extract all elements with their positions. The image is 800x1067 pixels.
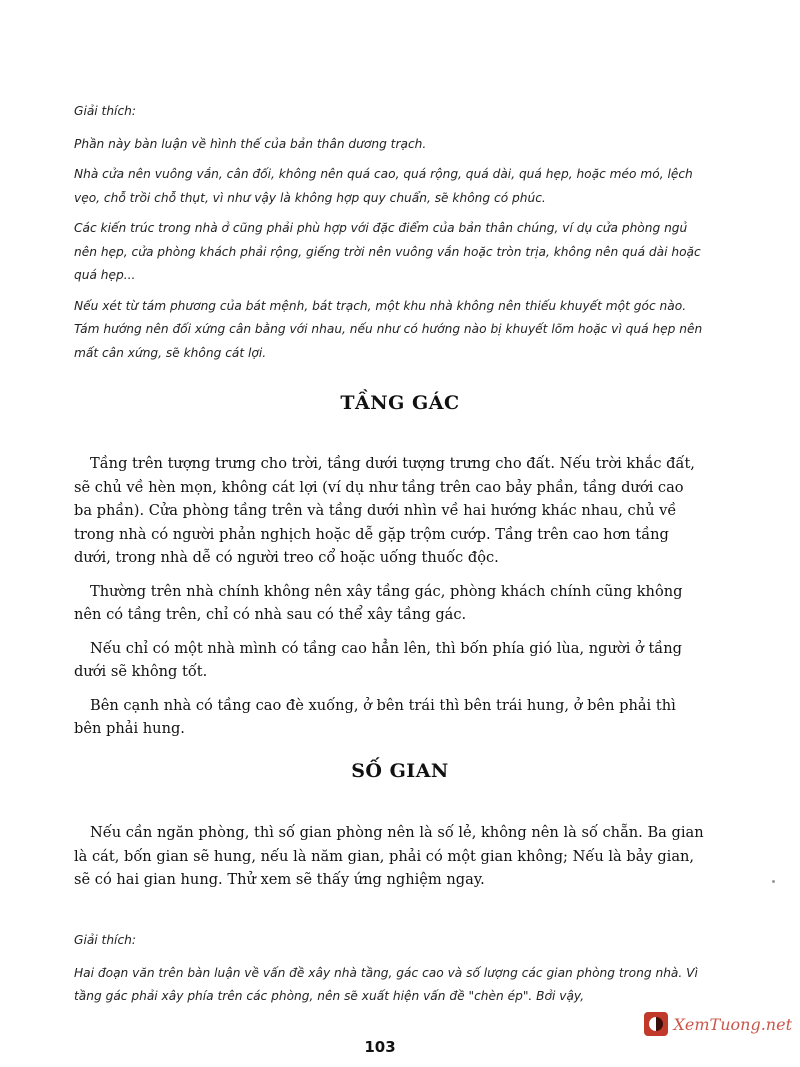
body-paragraph: Thường trên nhà chính không nên xây tầng gác, phòng khách chính cũng không nên có tầng trên, chỉ có nhà sau có thể xây tầng gác. xyxy=(74,582,683,623)
explanation-paragraph: Nếu xét từ tám phương của bát mệnh, bát trạch, một khu nhà không nên thiếu khuyết một góc nào. Tám hướng nên đối xứng cân bằng với nhau, nếu như có hướng nào bị khuyết lõm hoặc vì quá hẹp nên mất cân xứng, sẽ không cát lợi. xyxy=(74,298,703,360)
explanation-paragraph: Hai đoạn văn trên bàn luận về vấn đề xây nhà tầng, gác cao và số lượng các gian phòng trong nhà. Vì tầng gác phải xây phía trên các phòng, nên sẽ xuất hiện vấn đề "chèn ép". Bởi vậy, xyxy=(74,965,698,1003)
page-number: 103 xyxy=(364,1038,396,1056)
explanation-paragraph: Phần này bàn luận về hình thế của bản thân dương trạch. xyxy=(74,136,427,151)
body-paragraph: Nếu chỉ có một nhà mình có tầng cao hẳn lên, thì bốn phía gió lùa, người ở tầng dưới sẽ không tốt. xyxy=(74,639,682,680)
scan-speck xyxy=(772,880,775,883)
body-paragraph: Bên cạnh nhà có tầng cao đè xuống, ở bên trái thì bên trái hung, ở bên phải thì bên phải hung. xyxy=(74,696,676,737)
section-body-so-gian xyxy=(74,821,704,902)
explanation-label: Giải thích: xyxy=(74,933,136,947)
explanation-block-1 xyxy=(74,100,704,372)
body-paragraph: Nếu cần ngăn phòng, thì số gian phòng nên là số lẻ, không nên là số chẵn. Ba gian là cát, bốn gian sẽ hung, nếu là năm gian, phải có một gian không; Nếu là bảy gian, sẽ có hai gian hung. Thử xem sẽ thấy ứng nghiệm ngay. xyxy=(74,824,704,888)
explanation-block-2 xyxy=(74,929,704,1016)
explanation-paragraph: Nhà cửa nên vuông vắn, cân đối, không nên quá cao, quá rộng, quá dài, quá hẹp, hoặc méo mó, lệch vẹo, chỗ trồi chỗ thụt, vì như vậy là không hợp quy chuẩn, sẽ không có phúc. xyxy=(74,167,693,205)
section-body-tang-gac xyxy=(74,452,704,751)
watermark-text: XemTuong.net xyxy=(673,1014,792,1034)
section-heading-tang-gac: TẦNG GÁC xyxy=(340,392,460,414)
watermark xyxy=(644,1012,792,1036)
body-paragraph: Tầng trên tượng trưng cho trời, tầng dưới tượng trưng cho đất. Nếu trời khắc đất, sẽ chủ về hèn mọn, không cát lợi (ví dụ như tầng trên cao bảy phần, tầng dưới cao ba phần). Cửa phòng tầng trên và tầng dưới nhìn về hai hướng khác nhau, chủ về trong nhà có người phản nghịch hoặc dễ gặp trộm cướp. Tầng trên cao hơn tầng dưới, trong nhà dễ có người treo cổ hoặc uống thuốc độc. xyxy=(74,455,695,566)
section-heading-so-gian: SỐ GIAN xyxy=(351,760,449,782)
yin-yang-icon xyxy=(644,1012,668,1036)
explanation-paragraph: Các kiến trúc trong nhà ở cũng phải phù hợp với đặc điểm của bản thân chúng, ví dụ cửa phòng ngủ nên hẹp, cửa phòng khách phải rộng, giếng trời nên vuông vắn hoặc tròn trịa, không nên quá dài hoặc quá hẹp... xyxy=(74,221,701,282)
explanation-label: Giải thích: xyxy=(74,104,136,118)
